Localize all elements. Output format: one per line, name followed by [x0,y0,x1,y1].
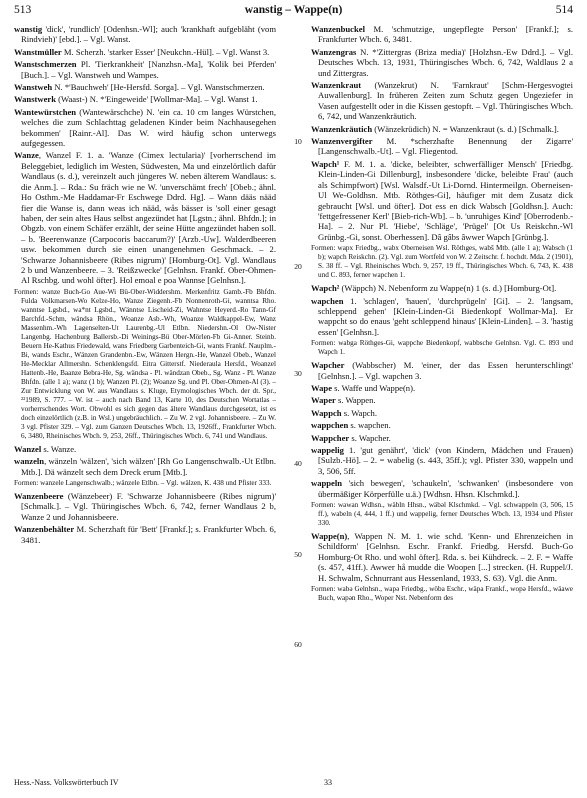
dictionary-entry [14,491,276,522]
definition: N. *'Zittergras (Briza media)' [Holzhsn.-Ew Ddrd.]. – Vgl. Deutsches Wbch. 13, 1931, Thüringisches Wbch. 6, 742, Waldlaus 2 a und Zittergras. [318,46,573,78]
dictionary-entry [311,360,573,381]
definition: Pl. 'Tierkrankheit' [Nanzhsn.-Ma], 'Kolik bei Pferden' [Buch.]. – Vgl. Wanstweh und Wampes. [21,59,276,80]
definition: 'sich bewegen', 'schaukeln', 'schwanken' (insbesondere von übermäßiger Körperfülle u.ä.) [Wdhsn. Hhsn. Klschmkd.]. [318,478,573,499]
dictionary-entry [311,445,573,476]
headword: Wappch [311,407,342,418]
definition: s. Wapcher. [349,432,391,443]
headword: Wanze [14,150,39,161]
dictionary-entry [311,296,573,338]
definition: , Wappen N. M. 1. wie schd. 'Kenn- und Ehrenzeichen in Schildform' [Gelnhsn. Eschr. Frankf. Friedbg. Hersfd. Buch-Go Homburg-Ot Rho. und wohl öfter]. Rda. s. bei Kühdreck. – 2. F. = Waffe (s. 457, 41ff.). Awwer hå mudde die Woopen [...] strecken. (H. Ruppel/J. H. Schwalm, Schnurrant aus Hessenland, 1933, S. 63). Vgl. die Anm. [318,531,573,583]
line-number: 30 [294,369,302,378]
dictionary-entry [311,124,573,134]
forms-note: Formen: wanze Buch-Go Aue-Wi Bü-Ober-Widdershm. Merkenfritz Gamb.-Fb Bhfdn. Fulda Volkmarsen-Wo Kelze-Ho, Wanze Ziegenh.-Fb Nonnenroth-Gi, wanntsa Rho. wanntse Lgsbd., wa*nt Lgsbd., Wänntse Lischeid-Zi, Wahntse Heyerd.-Ro Tann-Gf Barchfd.-Schm, wändsa Rhön., Woanze Asb.-Wh, Woanze Waldkappel-Ew, Wanz Massenhm.-Wh Lagenselten-Ut Laurenbg.-Ul Etlbn. Niedershn.-Ol Ow-Nister Langenbg. Hachenburg Ballersb.-Di Weinings-Bü Ober-Mörlen-Fb Gi-Anner. Steinb. Beuern He-Kathus Friedewald, wans Friedberg Garbenteich-Gi, wants Frankf. Nauplm.-Bi, wands Eschr., Wänzen Grandenbn.-Ew, Wänzen Hergn.-He, Wanzel Obeb., Wanzel He-Mecklar Allmershn. Schenklengsfd. Eitra Gitterstf. Niederaula Hersfd., Woanzel Hattenb.-He, Baanze Bebra-He, Sg. wändsa - Pl. wändzan Obeb., Sg. Wanz - Pl. Wanze Bhfdn. (alle 1 a); wanz (1 b); Wanzen Pl. (2); Woanze Sg. und Pl. Ober-Ohmen-Al (3). – Zur Entwicklung von W. aus Wandlaus s. Kluge, Etymologisches Wbch. der dt. Spr., ²²1989, S. 777. – W. ist – auch nach Band 13, Karte 10, des Deutschen Wortatlas – vorherrschendes Wort. Obwohl es sich gegen das ältere Wandlaus durchgesetzt, ist es doch einzelörtlich (z.B. in Wsl.) ungebräuchlich. – Zu W. 2 vgl. Johannisbeere. – Zu W. 3 vgl. Pfister 329. – Vgl. zum Ganzen Deutsches Wbch. 13, 1926ff., Frankfurter Wbch. 6, 3480, Rheinisches Wbch. 9, 253, 26ff., Thüringisches Wbch. 6, 741 und Wandlaus. [14,287,276,440]
dictionary-entry [311,420,573,430]
headword: wappeln [311,478,343,489]
definition: (Wänzebeer) F. 'Schwarze Johannisbeere (Ribes nigrum)' [Schmalk.]. – Vgl. Thüringisches Wbch. 6, 742, ferner Wandlaus 2 b, Wanze 2 und Johannisbeere. [21,490,276,522]
definition: s. wapchen. [348,420,391,431]
dictionary-entry [311,531,573,583]
definition: 1. 'schlagen', 'hauen', 'durchprügeln' [Gi]. – 2. 'langsam, schleppend gehen' [Klein-Linden-Gi Biedenkopf Wollmar-Ma]. Er wappcht so do enaus 'geht schleppend hinaus' [Klein-Linden]. – 3. 'hastig essen' [Gelnhsn.]. [318,295,573,337]
definition: s. Wanze. [41,443,77,454]
headword: Wanstweh [14,82,53,93]
headword: Wanzel [14,443,42,454]
definition: M. *scherzhafte Benennung der Zigarre' [Langenschwalb.-Ut]. – Vgl. Fliegentod. [318,136,573,157]
headword: Wantewürstchen [14,106,77,117]
forms-note: Formen: wawan Wdhsn., wäbln Hhsn., wäbǝl Klschmkd. – Vgl. schwappeln (3, 506, 15 ff.), wabeln (4, 444, 1 ff.) und wappelig, ferner Deutsches Wbch. 13, 1934 und Pfister 330. [311,501,573,528]
forms-note: Formen: wabǝ Gelnhsn., wapǝ Friedbg., wöba Eschr., wäpa Frankf., wopǝ Hersfd., wäawe Buch, wapǝn Rho., Woper Nst. Nebenform des [311,585,573,603]
dictionary-entry [14,456,276,477]
headword: Wanzenbehälter [14,524,75,535]
headword: Wanzenvergifter [311,136,373,147]
dictionary-entry [14,94,276,104]
definition: (Wabbscher) M. 'einer, der das Essen herunterschlingt' [Gelnhsn.]. – Vgl. wapchen 3. [318,360,573,381]
dictionary-entry [14,82,276,92]
footer-signature: 33 [324,778,332,787]
headword: Wanstmüller [14,46,62,57]
running-title: wanstig – Wappe(n) [244,4,343,16]
headword: Wapch¹ [311,158,340,169]
definition: N. *'Bauchweh' [He-Hersfd. Sorga]. – Vgl. Wanstschmerzen. [52,82,265,93]
forms-note: Formen: wapx Friedbg., wabx Oberneisen Wsl. Röthges, wabš Mtb. (alle 1 a); Wabsch (1 b); wapch Reiskchn. (2). Vgl. zum Wortfeld von W. 2 Zeitschr. f. hochdt. Mda. 2 (1901), S. 38 ff. – Vgl. Rheinisches Wbch. 9, 257, 19 ff., Thüringisches Wbch. 6, 743, K. 438 und C. 893, ferner wapchen 1. [311,244,573,280]
dictionary-entry [311,159,573,242]
dictionary-entry [311,408,573,418]
headword: wanzeln [14,456,45,467]
definition: M. Scherzhaft für 'Bett' [Frankf.]; s. Frankfurter Wbch. 6, 3481. [21,524,276,545]
headword: Wanzengras [311,46,357,57]
definition: , wänzeln 'wälzen', 'sich wälzen' [Rh Go Langenschwalb.-Ut Etlbn. Mtb.]. Dä wänzelt sech dem Dreck erum [Mtb.]. [21,456,276,477]
dictionary-entry [311,395,573,405]
dictionary-entry [14,150,276,285]
dictionary-entry [311,283,573,293]
dictionary-entry [311,24,573,45]
dictionary-entry [311,80,573,122]
definition: M. 'schmutzige, ungepflegte Person' [Frankf.]; s. Frankfurter Wbch. 6, 3481. [318,24,573,45]
definition: s. Waffe und Wappe(n). [332,382,416,393]
dictionary-entry [14,444,276,454]
definition: F. M. 1. a. 'dicke, beleibter, schwerfälliger Mensch' [Friedbg. Klein-Linden-Gi Dillenburg], insbesondere 'dicke, beleibte Frau' (auch als Schimpfwort) [Wsl. Walsdf.-Ut Li-Dornd. Hintermeilgn. Oberneisen-Ul We-Goldhsn. Mtb. Röthges-Gi], häufiger mit dem Zusatz dick gebraucht [Wsl. und öfter]. Dot ess en dick Wabsch [Goldhsn.]. Auch: 'fettgefressener Kerl' [Bieb-rich-Wb]. – b. 'unruhiges Kind' [Oberrodenb.-Ha]. – 2. Nur Pl. 'Hiebe', 'Schläge', 'Prügel' [Ot Us Reiskchn.-Wl Grünbg.-Gi, sonst. Oberhessen]. Dâ gâbs âwwer Wapch [Grünbg.]. [318,158,573,242]
dictionary-entry [14,24,276,45]
headword: Wanzenbuckel [311,24,365,34]
definition: (Wäppch) N. Nebenform zu Wappe(n) 1 (s. d.) [Homburg-Ot]. [339,283,557,294]
headword: Wanzenbeere [14,490,64,501]
dictionary-entry [311,47,573,78]
definition: 'dick', 'rundlich' [Odenhsn.-Wl]; auch 'krankhaft aufgebläht (vom Rindvieh)' [ebd.]. – Vgl. Wanst. [21,24,276,45]
definition: 1. 'gut genährt', 'dick' (von Kindern, Mädchen und Frauen) [Sulzb.-Hö]. – 2. = wabelig (s. 443, 35ff.); vgl. Pfister 330, wappeln und 3, 506, 5ff. [318,445,573,476]
dictionary-entry [311,433,573,443]
headword: wappchen [311,420,349,431]
headword: Wappe(n) [311,531,348,542]
line-number: 60 [294,640,302,649]
dictionary-entry [14,47,276,57]
footer-book-title: Hess.-Nass. Volkswörterbuch IV [14,778,119,787]
dictionary-entry [311,383,573,393]
dictionary-entry [311,478,573,499]
headword: Wapcher [311,360,345,371]
definition: (Wantewärschche) N. 'ein ca. 10 cm langes Würstchen, welches die zum Schlachttag geladenen Kinder beim Nachhausegehen bekommen' [Rainr.-Al]. Das W. wird häufig schon unterwegs aufgegessen. [21,106,276,149]
line-number: 50 [294,550,302,559]
headword: Wape [311,382,333,393]
definition: M. Scherzh. 'starker Esser' [Neukchn.-Hül]. – Vgl. Wanst 3. [61,46,270,57]
definition: s. Wappen. [335,395,376,406]
dictionary-entry [14,59,276,80]
right-column [311,24,573,768]
headword: Wanstwerk [14,94,57,105]
forms-note: Formen: wanzele Langenschwalb.; wänzele Etlbn. – Vgl. wälzen, K. 438 und Pfister 333. [14,478,272,487]
page-header [14,4,573,20]
headword: wanstig [14,24,43,34]
definition: (Wanzekrut) N. 'Farnkraut' [Schm-Hergesvogtei Auwallenburg]. In früheren Zeiten zum Schutz gegen Ungeziefer in Vasen aufgestellt oder in die Kissen gestopft. – Vgl. Thüringisches Wbch. 6, 742, und Wanzenkräutich. [318,80,573,122]
headword: Wapch² [311,283,340,294]
page-footer [14,778,573,792]
line-number: 10 [294,137,302,146]
line-number: 20 [294,262,302,271]
dictionary-entry [14,107,276,149]
forms-note: Formen: wabga Röthges-Gi, wappche Biedenkopf, wabbsche Gelnhsn. Vgl. C. 893 und Wapch 1. [311,339,573,357]
left-column [14,24,276,768]
headword: Waper [311,395,336,406]
headword: Wappcher [311,432,350,443]
headword: Wanzenkräutich [311,123,373,134]
headword: wappelig [311,445,344,455]
headword: Wanzenkraut [311,80,362,91]
headword: wapchen [311,295,344,306]
page-number-left: 513 [14,4,32,16]
definition: (Wänzekrüdich) N. = Wanzenkraut (s. d.) [Schmalk.]. [372,123,559,134]
dictionary-entry [14,524,276,545]
definition: (Waast-) N. *'Eingeweide' [Wollmar-Ma]. – Vgl. Wanst 1. [56,94,258,105]
page-number-right: 514 [555,4,573,16]
definition: , Wanzel F. 1. a. 'Wanze (Cimex lectularia)' [vorherrschend im Beleggebiet, lediglich im Westen, Südwesten, Ma und einzelörtlich dafür Wandlaus (s. d.), vereinzelt auch jüngeres W. neben älterem Wandlaus: s. die Anm.]. – Rda.: Su fräch wie ne W. 'unverschämt frech' [Obeb.; ähnl. Ho Osthm.-Me Haddamar-Fr Eschwege Ddrd. Hg]. – Wann dääs nääd fier die Wanse is, dann weas ich nääd, wås bässer is 'soll einer gesagt haben, der sein altes Haus selbst angezündet hat [Lgstn.; ähnl. Bhfdn.]; in Obgzb. von einem Schäfer erzählt, der seine Hütte angezündet haben soll. – b. 'Beerenwanze (Carpocoris baccarum?)' [Arzb.-Uw]. Walderdbeeren usw. bekommen durch sie einen unangenehmen Geschmack. – 2. 'Schwarze Johannisbeere (Ribes nigrum)' [Homburg-Ot]. Vgl. Wandlaus 2 b und Wanzenbeere. – 3. 'Reißzwecke' [Gelnhsn. Frankf. Ober-Ohmen-Al Rschbg. und wohl öfter]. Hol emoal e poa Wannse [Gelnhsn.]. [21,150,276,286]
definition: s. Wapch. [341,407,378,418]
dictionary-entry [311,136,573,157]
headword: Wanstschmerzen [14,59,77,70]
line-number: 40 [294,459,302,468]
